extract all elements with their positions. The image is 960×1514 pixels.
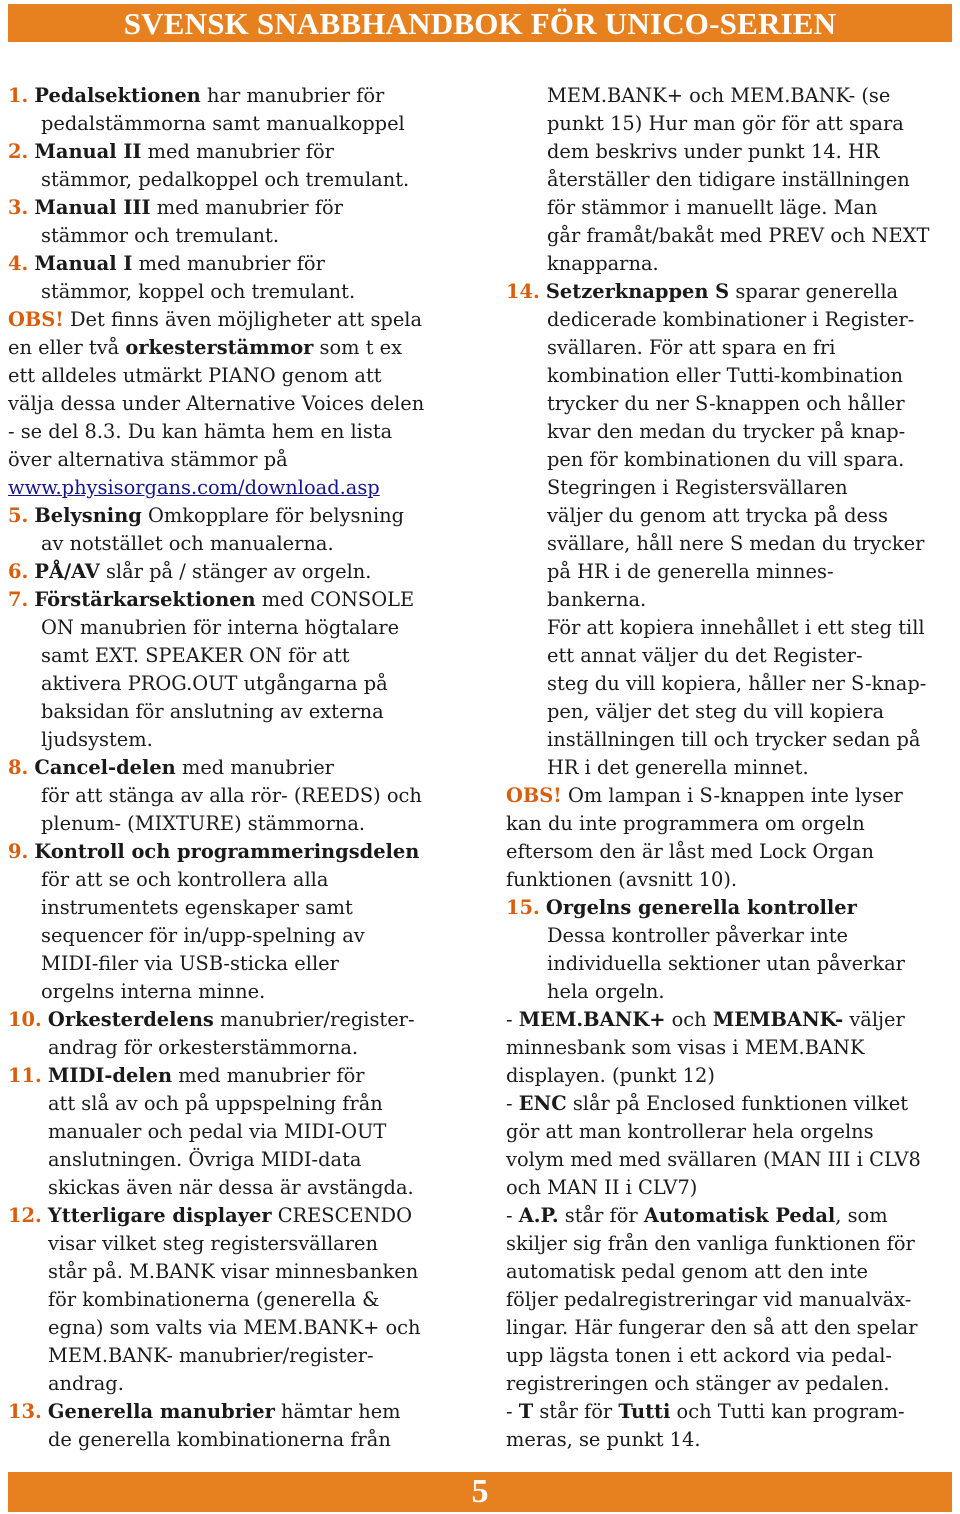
text-line: - T står för Tutti och Tutti kan program- — [506, 1400, 905, 1423]
text-line: en eller två orkesterstämmor som t ex — [8, 336, 403, 359]
text-line: - A.P. står för Automatisk Pedal, som — [506, 1204, 888, 1227]
text-line: återställer den tidigare inställningen — [547, 168, 910, 191]
text-line: anslutningen. Övriga MIDI-data — [48, 1148, 362, 1171]
text-line: ett alldeles utmärkt PIANO genom att — [8, 364, 382, 387]
text-line: sequencer för in/upp-spelning av — [41, 924, 365, 947]
text-line: ett annat väljer du det Register- — [547, 644, 863, 667]
text-line: 7. Förstärkarsektionen med CONSOLE — [8, 588, 415, 611]
left-column — [8, 82, 470, 1454]
text-line: pen, väljer det steg du vill kopiera — [547, 700, 885, 723]
text-line: 1. Pedalsektionen har manubrier för — [8, 84, 385, 107]
text-line: bankerna. — [547, 588, 647, 611]
footer-banner — [8, 1472, 952, 1512]
text-line: lingar. Här fungerar den så att den spelar — [506, 1316, 918, 1339]
text-line: 6. PÅ/AV slår på / stänger av orgeln. — [8, 560, 372, 583]
text-line: kombination eller Tutti-kombination — [547, 364, 903, 387]
text-line: automatisk pedal genom att den inte — [506, 1260, 868, 1283]
text-line: aktivera PROG.OUT utgångarna på — [41, 672, 388, 695]
text-line: MEM.BANK+ och MEM.BANK- (se — [547, 84, 891, 107]
text-line: välja dessa under Alternative Voices delen — [8, 392, 425, 415]
text-line: 3. Manual III med manubrier för — [8, 196, 343, 219]
text-line: samt EXT. SPEAKER ON för att — [41, 644, 350, 667]
download-link[interactable]: www.physisorgans.com/download.asp — [8, 476, 380, 499]
text-line: 15. Orgelns generella kontroller — [506, 896, 857, 919]
text-line: över alternativa stämmor på — [8, 448, 288, 471]
text-line: dedicerade kombinationer i Register- — [547, 308, 915, 331]
right-column — [506, 82, 952, 1454]
text-line: registreringen och stänger av pedalen. — [506, 1372, 890, 1395]
text-line: Stegringen i Registersvällaren — [547, 476, 848, 499]
text-line — [8, 474, 470, 502]
text-line: svällare, håll nere S medan du trycker — [547, 532, 925, 555]
text-line: pen för kombinationen du vill spara. — [547, 448, 905, 471]
text-line: för att se och kontrollera alla — [41, 868, 329, 891]
text-line: OBS! Om lampan i S-knappen inte lyser — [506, 784, 903, 807]
text-line: hela orgeln. — [547, 980, 665, 1003]
text-line: för att stänga av alla rör- (REEDS) och — [41, 784, 422, 807]
text-line: skickas även när dessa är avstängda. — [48, 1176, 414, 1199]
text-line: pedalstämmorna samt manualkoppel — [41, 112, 405, 135]
text-line: väljer du genom att trycka på dess — [547, 504, 888, 527]
text-line: funktionen (avsnitt 10). — [506, 868, 738, 891]
text-line: inställningen till och trycker sedan på — [547, 728, 921, 751]
text-line: Dessa kontroller påverkar inte — [547, 924, 848, 947]
text-line: orgelns interna minne. — [41, 980, 266, 1003]
text-line: kan du inte programmera om orgeln — [506, 812, 865, 835]
text-line: punkt 15) Hur man gör för att spara — [547, 112, 904, 135]
text-line: ljudsystem. — [41, 728, 153, 751]
text-line: trycker du ner S-knappen och håller — [547, 392, 905, 415]
text-line: stämmor, koppel och tremulant. — [41, 280, 356, 303]
title-banner — [8, 4, 952, 42]
text-line: står på. M.BANK visar minnesbanken — [48, 1260, 419, 1283]
text-line: 8. Cancel-delen med manubrier — [8, 756, 334, 779]
text-line: För att kopiera innehållet i ett steg till — [547, 616, 925, 639]
text-line: 12. Ytterligare displayer CRESCENDO — [8, 1204, 412, 1227]
text-line: steg du vill kopiera, håller ner S-knap- — [547, 672, 927, 695]
text-line: för kombinationerna (generella & — [48, 1288, 380, 1311]
text-line: meras, se punkt 14. — [506, 1428, 701, 1451]
text-line: HR i det generella minnet. — [547, 756, 809, 779]
text-line: - ENC slår på Enclosed funktionen vilket — [506, 1092, 909, 1115]
text-line: manualer och pedal via MIDI-OUT — [48, 1120, 387, 1143]
text-line: och MAN II i CLV7) — [506, 1176, 698, 1199]
page-number: 5 — [471, 1473, 489, 1510]
text-line: eftersom den är låst med Lock Organ — [506, 840, 874, 863]
text-line: kvar den medan du trycker på knap- — [547, 420, 906, 443]
text-line: upp lägsta tonen i ett ackord via pedal- — [506, 1344, 892, 1367]
text-line: ON manubrien för interna högtalare — [41, 616, 400, 639]
text-line: instrumentets egenskaper samt — [41, 896, 353, 919]
text-line: av notstället och manualerna. — [41, 532, 334, 555]
text-line: 13. Generella manubrier hämtar hem — [8, 1400, 401, 1423]
text-line: 14. Setzerknappen S sparar generella — [506, 280, 899, 303]
text-line: gör att man kontrollerar hela orgelns — [506, 1120, 874, 1143]
text-line: volym med med svällaren (MAN III i CLV8 — [506, 1148, 921, 1171]
text-line: displayen. (punkt 12) — [506, 1064, 715, 1087]
text-line: minnesbank som visas i MEM.BANK — [506, 1036, 865, 1059]
text-line: MEM.BANK- manubrier/register- — [48, 1344, 374, 1367]
text-line: för stämmor i manuellt läge. Man — [547, 196, 878, 219]
text-line: OBS! Det finns även möjligheter att spela — [8, 308, 423, 331]
text-line: svällaren. För att spara en fri — [547, 336, 836, 359]
text-line: 5. Belysning Omkopplare för belysning — [8, 504, 405, 527]
text-line: individuella sektioner utan påverkar — [547, 952, 905, 975]
text-line: att slå av och på uppspelning från — [48, 1092, 383, 1115]
text-line: stämmor, pedalkoppel och tremulant. — [41, 168, 410, 191]
text-line: de generella kombinationerna från — [48, 1428, 391, 1451]
page-title: SVENSK SNABBHANDBOK FÖR UNICO-SERIEN — [123, 6, 837, 41]
text-line: på HR i de generella minnes- — [547, 560, 834, 583]
text-line: baksidan för anslutning av externa — [41, 700, 384, 723]
text-line: stämmor och tremulant. — [41, 224, 279, 247]
text-line: 2. Manual II med manubrier för — [8, 140, 334, 163]
text-line: andrag. — [48, 1372, 124, 1395]
text-line: knapparna. — [547, 252, 659, 275]
text-line: - MEM.BANK+ och MEMBANK- väljer — [506, 1008, 905, 1031]
text-line: 4. Manual I med manubrier för — [8, 252, 325, 275]
text-line: dem beskrivs under punkt 14. HR — [547, 140, 880, 163]
text-line: följer pedalregistreringar vid manualväx- — [506, 1288, 912, 1311]
text-line: plenum- (MIXTURE) stämmorna. — [41, 812, 366, 835]
text-line: skiljer sig från den vanliga funktionen för — [506, 1232, 915, 1255]
text-line: 10. Orkesterdelens manubrier/register- — [8, 1008, 415, 1031]
text-line: MIDI-filer via USB-sticka eller — [41, 952, 339, 975]
text-line: visar vilket steg registersvällaren — [48, 1232, 378, 1255]
text-line: egna) som valts via MEM.BANK+ och — [48, 1316, 421, 1339]
text-line: går framåt/bakåt med PREV och NEXT — [547, 224, 930, 247]
text-line: 9. Kontroll och programmeringsdelen — [8, 840, 420, 863]
text-line: - se del 8.3. Du kan hämta hem en lista — [8, 420, 393, 443]
text-line: 11. MIDI-delen med manubrier för — [8, 1064, 365, 1087]
text-line: andrag för orkesterstämmorna. — [48, 1036, 359, 1059]
